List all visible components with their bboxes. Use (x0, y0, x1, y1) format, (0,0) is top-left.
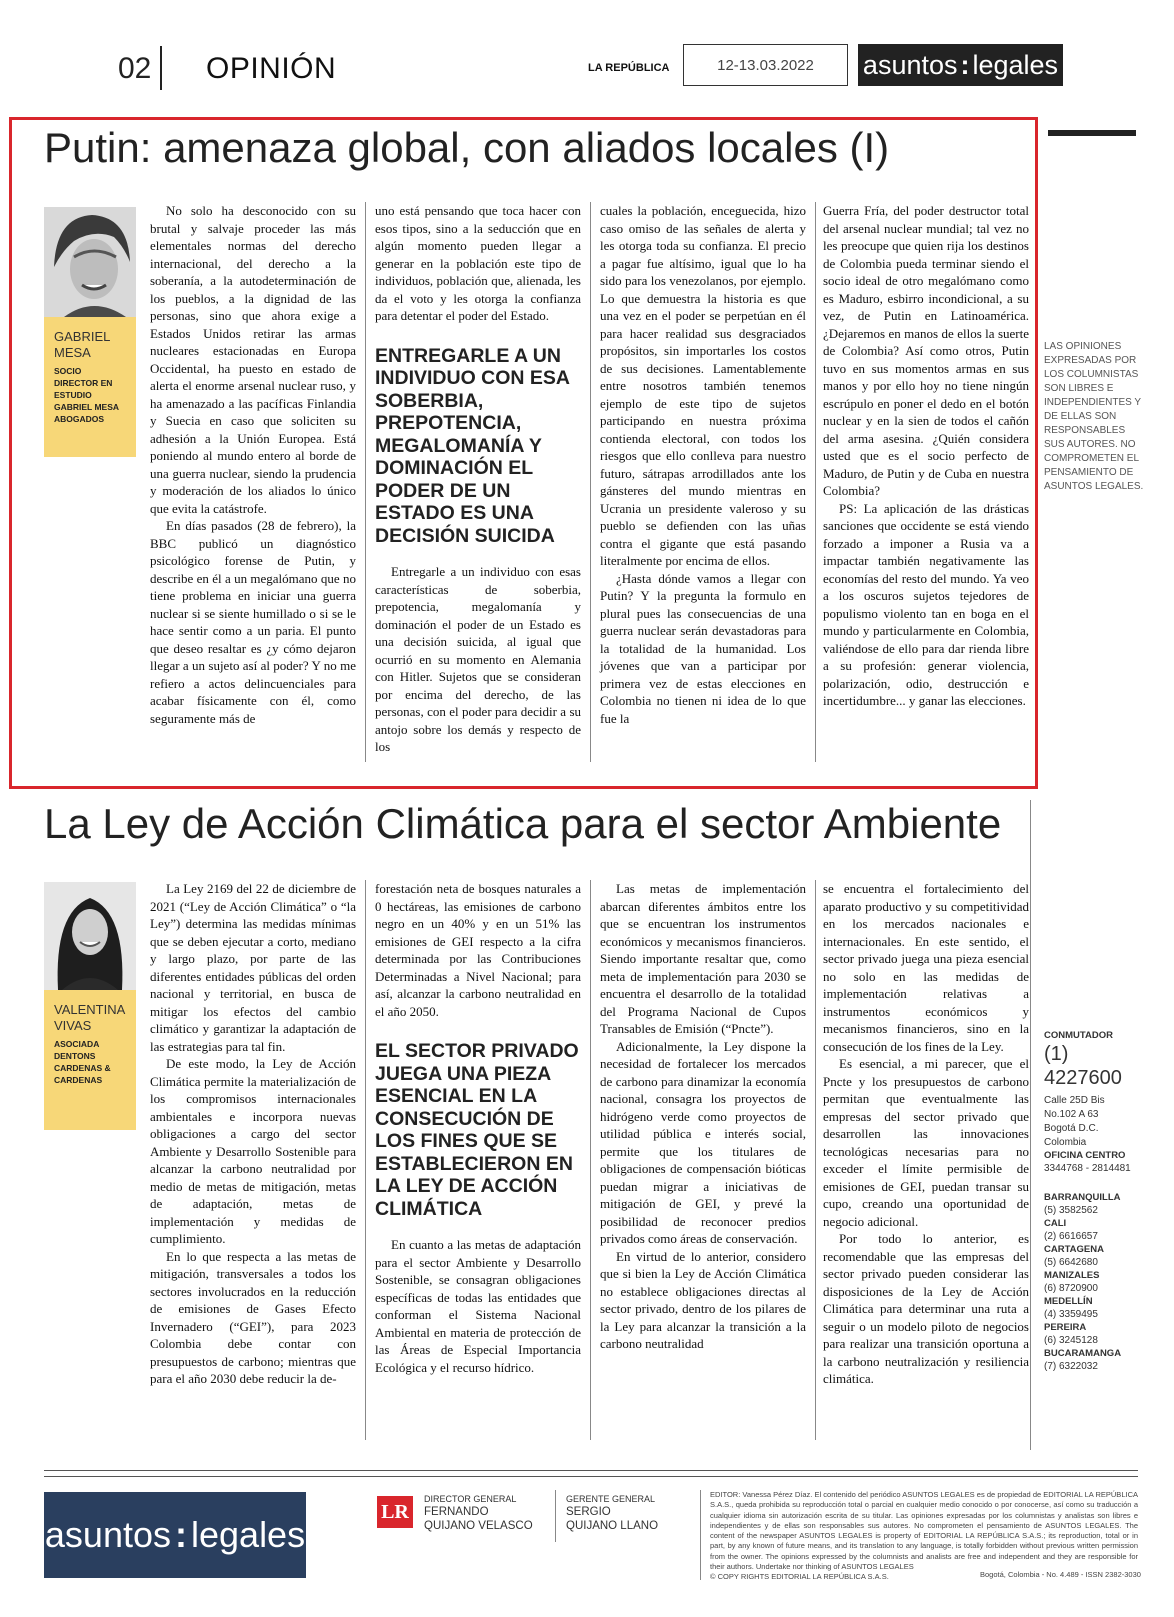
paragraph: En días pasados (28 de febrero), la BBC publicó un diagnóstico psicológico forense de Putin, y describe en él a un megalómano que no tiene problema en iniciar una guerra nuclear si se siente humillado o si se le hace sentir como a un paria. El punto que deseo resaltar es ¿y cómo dejaron llegar a un sujeto así al poder? Y no me refiero a actos delincuenciales para acabar físicamente con él, como seguramente más de (150, 518, 356, 726)
city-phone: (6) 8720900 (1044, 1283, 1098, 1294)
legal-notice (710, 1490, 1138, 1583)
director-name: FERNANDO (424, 1506, 489, 1518)
header-rule (1048, 130, 1136, 136)
director-credit (424, 1494, 533, 1533)
page-number: 02 (118, 52, 152, 85)
copyright: © COPY RIGHTS EDITORIAL LA REPÚBLICA S.A.S. (710, 1572, 889, 1582)
paragraph: En virtud de lo anterior, considero que si bien la Ley de Acción Climática no establece obligaciones directas al sector privado, dentro de los pilares de la Ley para alcanzar la transición a la carbono neutralidad (600, 1248, 806, 1351)
article1-column-2 (375, 202, 581, 756)
header-divider (160, 46, 162, 90)
paragraph: En cuanto a las metas de adaptación para el sector Ambiente y Desarrollo Sostenible, se consagran obligaciones específicas de todas las entidades que conforman el Sistema Nacional Ambiental en materia de protección de las Áreas de Especial Importancia Ecológica y el recurso hídrico. (375, 1237, 581, 1375)
city-phone: (7) 6322032 (1044, 1361, 1098, 1372)
column-divider (815, 202, 816, 762)
paragraph: se encuentra el fortalecimiento del aparato productivo y su competitividad en los mercados nacionales e internacionales. En este sentido, el sector privado juega una pieza esencial no solo en las medidas de implementación relativas a instrumentos económicos y mecanismos financieros, sino en la consecución de los fines de la Ley. (823, 881, 1029, 1054)
sidebar-divider (1030, 800, 1031, 1450)
publisher-name: LA REPÚBLICA (588, 62, 670, 74)
city-phone: (2) 6616657 (1044, 1231, 1098, 1242)
footer-rule (44, 1476, 1138, 1477)
logo-word-left: asuntos (862, 49, 958, 80)
city-name: BARRANQUILLA (1044, 1192, 1121, 1203)
city-name: MEDELLÍN (1044, 1296, 1093, 1307)
author-last-name: MESA (54, 345, 91, 360)
city-name: MANIZALES (1044, 1270, 1100, 1281)
author-role: SOCIO DIRECTOR EN ESTUDIO GABRIEL MESA ABOGADOS (54, 366, 119, 424)
column-divider (590, 880, 591, 1440)
pull-quote: EL SECTOR PRIVADO JUEGA UNA PIEZA ESENCIAL EN LA CONSECUCIÓN DE LOS FINES QUE SE ESTABLECIERON EN LA LEY DE ACCIÓN CLIMÁTICA (375, 1040, 579, 1220)
paragraph: Por todo lo anterior, es recomendable que las empresas del sector privado pueden considerar las disposiciones de la Ley de Acción Climática para determinar una ruta a seguir o un modelo piloto de negocios para realizar una transición oportuna a la carbono neutralización y resiliencia climática. (823, 1231, 1029, 1386)
author-box-valentina-vivas (44, 990, 136, 1130)
manager-name: QUIJANO LLANO (566, 1520, 659, 1532)
logo-word-right: legales (191, 1514, 306, 1555)
city-name: CALI (1044, 1218, 1067, 1229)
lr-logo: LR (377, 1496, 413, 1528)
article1-column-1 (150, 202, 356, 727)
city-name: CARTAGENA (1044, 1244, 1104, 1255)
city-phone: (4) 3359495 (1044, 1309, 1098, 1320)
author-first-name: GABRIEL (54, 329, 111, 344)
logo-separator: : (960, 49, 970, 80)
column-divider (365, 202, 366, 762)
office-numbers: 3344768 - 2814481 (1044, 1163, 1131, 1174)
paragraph: ¿Hasta dónde vamos a llegar con Putin? Y la pregunta la formulo en plural pues las consecuencias de una guerra nuclear serán devastadoras para la totalidad de la humanidad. Los jóvenes que van a participar por primera vez de estas elecciones en Colombia no tienen ni idea de lo que fue la (600, 570, 806, 726)
manager-credit (566, 1494, 658, 1533)
city-phone: (5) 6642680 (1044, 1257, 1098, 1268)
paragraph: PS: La aplicación de las drásticas sanciones que occidente se está viendo forzado a imponer a Rusia va a impactar también negativamente las economías del resto del mundo. Ya veo a los oscuros sujetos tejedores de populismo violento tan en boga en el mundo y particularmente en Colombia, valiéndose de ello para dar rienda libre a su profesión: generar violencia, polarización, odio, destrucción e incertidumbre... y ganar las elecciones. (823, 500, 1029, 708)
column-divider (590, 202, 591, 762)
opinion-disclaimer: LAS OPINIONES EXPRESADAS POR LOS COLUMNISTAS SON LIBRES E INDEPENDIENTES Y DE ELLAS SON RESPONSABLES SUS AUTORES. NO COMPROMETEN EL PENSAMIENTO DE ASUNTOS LEGALES. (1044, 341, 1144, 492)
article2-title: La Ley de Acción Climática para el sector Ambiente (44, 800, 1002, 847)
director-name: QUIJANO VELASCO (424, 1520, 533, 1532)
logo-separator: : (175, 1514, 187, 1555)
header-logo[interactable] (858, 44, 1063, 86)
switchboard-label: CONMUTADOR (1044, 1030, 1113, 1041)
city-name: BUCARAMANGA (1044, 1348, 1122, 1359)
paragraph: De este modo, la Ley de Acción Climática permite la materialización de los compromisos internacionales ambientales e incorpora nuevas obligaciones a cargo del sector Ambiente y Desarrollo Sostenible para alcanzar la carbono neutralidad por medio de metas de mitigación, metas de adaptación, metas de implementación y medidas de cumplimiento. (150, 1056, 356, 1246)
author-photo-gabriel-mesa (44, 207, 136, 317)
paragraph: Entregarle a un individuo con esas características de soberbia, prepotencia, megalomanía y dominación el poder de un Estado es una decisión suicida, al igual que ocurrió en su momento en Alemania con Hitler. Sujetos que se consideran por encima del derecho, de las personas, con el poder para decidir a su antojo sobre los demás y respecto de los (375, 564, 581, 754)
footer-divider (555, 1490, 556, 1542)
address-line: No.102 A 63 (1044, 1109, 1099, 1120)
contact-sidebar (1044, 1030, 1144, 1374)
author-photo-valentina-vivas (44, 882, 136, 990)
article2-column-2 (375, 880, 581, 1376)
footer-logo[interactable] (44, 1492, 306, 1578)
section-title: OPINIÓN (206, 52, 337, 85)
issue-info: Bogotá, Colombia - No. 4.489 - ISSN 2382-3030 (980, 1570, 1141, 1579)
author-box-gabriel-mesa (44, 317, 136, 457)
paragraph: Guerra Fría, del poder destructor total del arsenal nuclear mundial; tal vez no les preocupe que quien rija los destinos de Colombia pueda terminar siendo el socio ideal de otro megalómano como es Maduro, esbirro incondicional, a su vez, de Putin en Latinoamérica. ¿Dejaremos en manos de ellos la suerte de Colombia? Así como otros, Putin tuvo en sus momentos armas en sus manos y por ello hoy no tiene ningún escrúpulo en poner el dedo en el botón nuclear y en la sien de todos el cañón del arma asesina. ¿Quién considera usted que es el socio perfecto de Maduro, de Putin y de Cuba en nuestra Colombia? (823, 203, 1029, 498)
issue-date: 12-13.03.2022 (683, 44, 848, 86)
logo-word-left: asuntos (44, 1514, 171, 1555)
office-label: OFICINA CENTRO (1044, 1150, 1126, 1161)
author-last-name: VIVAS (54, 1018, 92, 1033)
director-label: DIRECTOR GENERAL (424, 1494, 517, 1504)
author-role: ASOCIADA DENTONS CARDENAS & CARDENAS (54, 1039, 111, 1085)
article2-column-4 (823, 880, 1029, 1388)
paragraph: uno está pensando que toca hacer con esos tipos, sino a la seducción que en algún momento pueden llegar a generar en la población este tipo de individuos, población que, alienada, les da el voto y les otorga la confianza para detentar el poder del Estado. (375, 203, 581, 323)
city-phone: (5) 3582562 (1044, 1205, 1098, 1216)
paragraph: Es esencial, a mi parecer, que el Pncte y los presupuestos de carbono permitan que eventualmente las empresas del sector privado que desarrollen las innovaciones tecnológicas necesarias para no exceder el límite permisible de emisiones de GEI, puedan transar su cupo, creando una oportunidad de negocio adicional. (823, 1056, 1029, 1229)
manager-label: GERENTE GENERAL (566, 1494, 656, 1504)
article2-column-1 (150, 880, 356, 1388)
paragraph: cuales la población, enceguecida, hizo caso omiso de las señales de alerta y les otorga toda su confianza. El precio a pagar fue altísimo, igual que lo ha sido para los venezolanos, por ejemplo. Lo que demuestra la historia es que una vez en el poder se perpetúan en él para hacer realidad sus desgraciados propósitos, sin importarles los costos de sus decisiones. Lamentablemente entre nosotros también tenemos ejemplo de este tipo de sujetos participando en nuestra próxima contienda electoral, con todos los riesgos que ello conlleva para nuestro futuro, sátrapas arrodillados ante los gánsteres del mundo mientras en Ucrania un presidente valeroso y su pueblo se defienden con las uñas contra el gigante que está pasando literalmente por encima de ellos. (600, 203, 806, 568)
paragraph: forestación neta de bosques naturales a 0 hectáreas, las emisiones de carbono negro en un 40% y en un 51% las emisiones de GEI respecto a la cifra determinada por las Contribuciones Determinadas a Nivel Nacional; para así, alcanzar la carbono neutralidad en el año 2050. (375, 881, 581, 1019)
legal-text: EDITOR: Vanessa Pérez Díaz. El contenido del periódico ASUNTOS LEGALES es de propiedad de EDITORIAL LA REPÚBLICA S.A.S., queda prohibida su reproducción total o parcial en cualquier medio conocido o por conocerse, así como su traducción a cualquier idioma sin autorización escrita de su titular. Las opiniones expresadas por los columnistas y analistas son libres e independientes y de ellas son responsables sus autores. No comprometen el pensamiento de ASUNTOS LEGALES. The content of the newspaper ASUNTOS LEGALES is property of EDITORIAL LA REPÚBLICA S.A.S.; its reproduction, total or in part, by any known of future means, and its translation to any language, is totally forbidden without previous written permission from the owner. The opinions expressed by the columnists and analists are free and independent and they are responsible for their authors. Undertake nor thinking of ASUNTOS LEGALES (710, 1490, 1138, 1572)
article1-column-3 (600, 202, 806, 727)
city-name: PEREIRA (1044, 1322, 1087, 1333)
paragraph: Las metas de implementación abarcan diferentes ámbitos entre los que se encuentran los instrumentos económicos y mecanismos financieros. Siendo importante resaltar que, como meta de implementación para 2030 se encuentra el desarrollo de la totalidad del Programa Nacional de Cupos Transables de Emisión (“Pncte”). (600, 881, 806, 1036)
paragraph: La Ley 2169 del 22 de diciembre de 2021 (“Ley de Acción Climática” o “la Ley”) determina las medidas mínimas que se deben ejecutar a corto, mediano y largo plazo, por parte de las diferentes entidades públicas del orden nacional y territorial, en busca de mitigar los efectos del cambio climático y garantizar la adaptación de las estrategias para tal fin. (150, 881, 356, 1054)
switchboard-number: (1) 4227600 (1044, 1043, 1122, 1089)
address-line: Colombia (1044, 1137, 1087, 1148)
logo-word-right: legales (972, 49, 1059, 80)
column-divider (365, 880, 366, 1440)
author-first-name: VALENTINA (54, 1002, 126, 1017)
paragraph: Adicionalmente, la Ley dispone la necesidad de fortalecer los mercados de carbono para dinamizar la economía nacional, consagra los proyectos de hidrógeno verde como proyectos de utilidad pública e interés social, permite que los titulares de obligaciones de compensación bióticas puedan migrar a iniciativas de mitigación de GEI, y prevé la posibilidad de reconocer predios privados como áreas de conservación. (600, 1038, 806, 1246)
column-divider (815, 880, 816, 1440)
article1-column-4 (823, 202, 1029, 710)
pull-quote: ENTREGARLE A UN INDIVIDUO CON ESA SOBERBIA, PREPOTENCIA, MEGALOMANÍA Y DOMINACIÓN EL PODER DE UN ESTADO ES UNA DECISIÓN SUICIDA (375, 344, 570, 547)
footer-rule (44, 1470, 1138, 1471)
city-phone: (6) 3245128 (1044, 1335, 1098, 1346)
article1-title: Putin: amenaza global, con aliados locales (I) (44, 124, 890, 171)
manager-name: SERGIO (566, 1506, 611, 1518)
footer-divider (700, 1490, 701, 1580)
address-line: Bogotá D.C. (1044, 1123, 1099, 1134)
paragraph: En lo que respecta a las metas de mitigación, transversales a todos los sectores involucrados en la reducción de emisiones de Gases Efecto Invernadero (“GEI”), para 2023 Colombia debe contar con presupuestos de carbono; mientras que para el año 2030 debe reducir la de- (150, 1248, 356, 1386)
address-line: Calle 25D Bis (1044, 1095, 1105, 1106)
article2-column-3 (600, 880, 806, 1353)
paragraph: No solo ha desconocido con su brutal y salvaje proceder las más elementales normas del derecho internacional, del derecho a la soberanía, a la autodeterminación de los pueblos, a la dignidad de las personas, sino que ahora exige a Estados Unidos retirar las armas nucleares estacionadas en Europa Occidental, ha puesto en estado de alerta el enorme arsenal nuclear ruso, y ha amenazado a las pacíficas Finlandia y Suecia en caso que soliciten su adhesión a la Unión Europea. Está poniendo al mundo entero al borde de una guerra nuclear, siendo la prudencia y moderación de los aliados lo único que evita la catástrofe. (150, 203, 356, 516)
